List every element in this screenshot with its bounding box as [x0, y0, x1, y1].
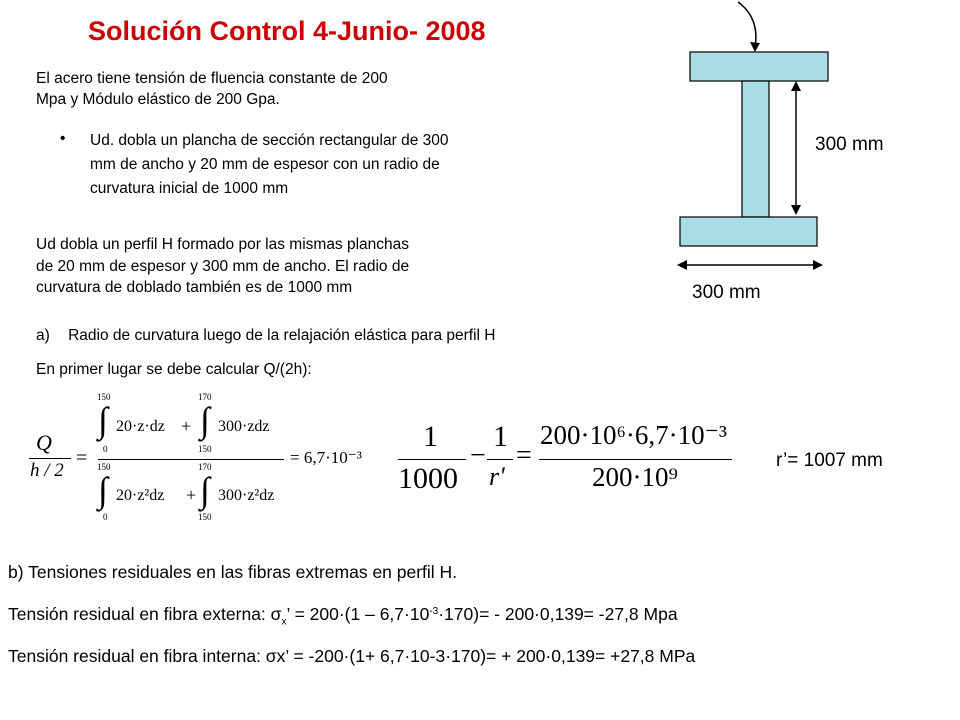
den-int2-upper: 170	[198, 462, 212, 472]
item-a-text: Radio de curvatura luego de la relajación elástica para perfil H	[68, 327, 496, 344]
r-result: r’= 1007 mm	[776, 450, 883, 471]
bullet-line-3: curvatura inicial de 1000 mm	[90, 180, 289, 197]
den-int2-lower: 150	[198, 512, 212, 522]
bullet-text	[90, 129, 448, 201]
item-b: b) Tensiones residuales en las fibras extremas en perfil H.	[8, 562, 458, 582]
den-term-2: 300·z²dz	[218, 487, 275, 504]
ext-sup: -3	[429, 606, 439, 617]
formula2-bar-2	[487, 459, 513, 460]
formula2-one-right: 1	[493, 420, 508, 453]
page-title: Solución Control 4-Junio- 2008	[88, 16, 486, 46]
formula2-bar-main	[539, 459, 732, 460]
item-a-marker: a)	[36, 327, 50, 344]
ext-mid: ’ = 200·(1 – 6,7·10	[286, 604, 430, 624]
first-step-text: En primer lugar se debe calcular Q/(2h):	[36, 361, 312, 378]
den-integral-2: ∫	[200, 470, 210, 510]
formula1-equals-left: =	[76, 447, 88, 469]
bullet-line-1: Ud. dobla un plancha de sección rectangular de 300	[90, 132, 449, 149]
den-plus: +	[186, 485, 197, 505]
paragraph-h-profile	[36, 234, 409, 299]
formula2-denominator: 200·10⁹	[592, 462, 678, 492]
formula2-bar-1	[398, 459, 466, 460]
num-int1-lower: 0	[103, 444, 108, 454]
para2-line-1: Ud dobla un perfil H formado por las mismas planchas	[36, 236, 410, 253]
para2-line-2: de 20 mm de espesor y 300 mm de ancho. El radio de	[36, 257, 410, 275]
para2-line-3: curvatura de doblado también es de 1000 mm	[36, 279, 353, 296]
height-arrow-top	[791, 81, 801, 91]
num-integral-2: ∫	[200, 400, 210, 440]
ext-tail: ·170)= - 200·0,139= -27,8 Mpa	[438, 604, 678, 624]
formula1-fraction-bar-main	[98, 459, 284, 460]
top-flange	[690, 52, 828, 81]
height-arrow-bottom	[791, 205, 801, 215]
den-term-1: 20·z²dz	[116, 487, 165, 504]
web	[742, 81, 769, 217]
formula2-equals: =	[516, 440, 532, 471]
formula2-r-prime: r'	[489, 462, 505, 491]
height-label: 300 mm	[815, 134, 884, 155]
bullet-line-2: mm de ancho y 20 mm de espesor con un radio de	[90, 156, 440, 173]
intro-line-2: Mpa y Módulo elástico de 200 Gpa.	[36, 91, 280, 108]
num-int2-lower: 150	[198, 444, 212, 454]
formula2-thousand: 1000	[398, 462, 458, 495]
formula1-fraction-bar-left	[29, 458, 71, 459]
num-integral-1: ∫	[98, 400, 108, 440]
num-term-1: 20·z·dz	[116, 418, 165, 435]
external-fiber-stress	[8, 601, 678, 634]
formula2-numerator: 200·10⁶·6,7·10⁻³	[540, 420, 727, 450]
internal-fiber-stress: Tensión residual en fibra interna: σx’ = -200·(1+ 6,7·10-3·170)= + 200·0,139= +27,8 MPa	[8, 646, 696, 666]
formula2-minus: −	[470, 440, 486, 471]
pointer-arrow-head	[750, 42, 760, 52]
ext-sub: x	[281, 616, 287, 628]
ext-prefix: Tensión residual en fibra externa: σ	[8, 604, 282, 624]
intro-line-1: El acero tiene tensión de fluencia constante de 200	[36, 70, 388, 87]
num-int1-upper: 150	[97, 392, 111, 402]
num-term-2: 300·zdz	[218, 418, 270, 435]
formula1-Q: Q	[36, 430, 52, 455]
width-label: 300 mm	[692, 282, 761, 303]
formula1-result: = 6,7·10⁻³	[290, 448, 362, 467]
den-int1-upper: 150	[97, 462, 111, 472]
pointer-arrow-line	[738, 2, 756, 48]
bullet-marker: •	[60, 130, 66, 147]
bottom-flange	[680, 217, 817, 246]
den-integral-1: ∫	[98, 470, 108, 510]
width-arrow-right	[813, 260, 823, 270]
den-int1-lower: 0	[103, 512, 108, 522]
num-plus: +	[181, 416, 192, 436]
item-a	[36, 325, 495, 346]
width-arrow-left	[677, 260, 687, 270]
intro-text	[36, 68, 388, 110]
num-int2-upper: 170	[198, 392, 212, 402]
formula2-one-left: 1	[423, 420, 438, 453]
formula1-h-half: h / 2	[30, 460, 64, 481]
